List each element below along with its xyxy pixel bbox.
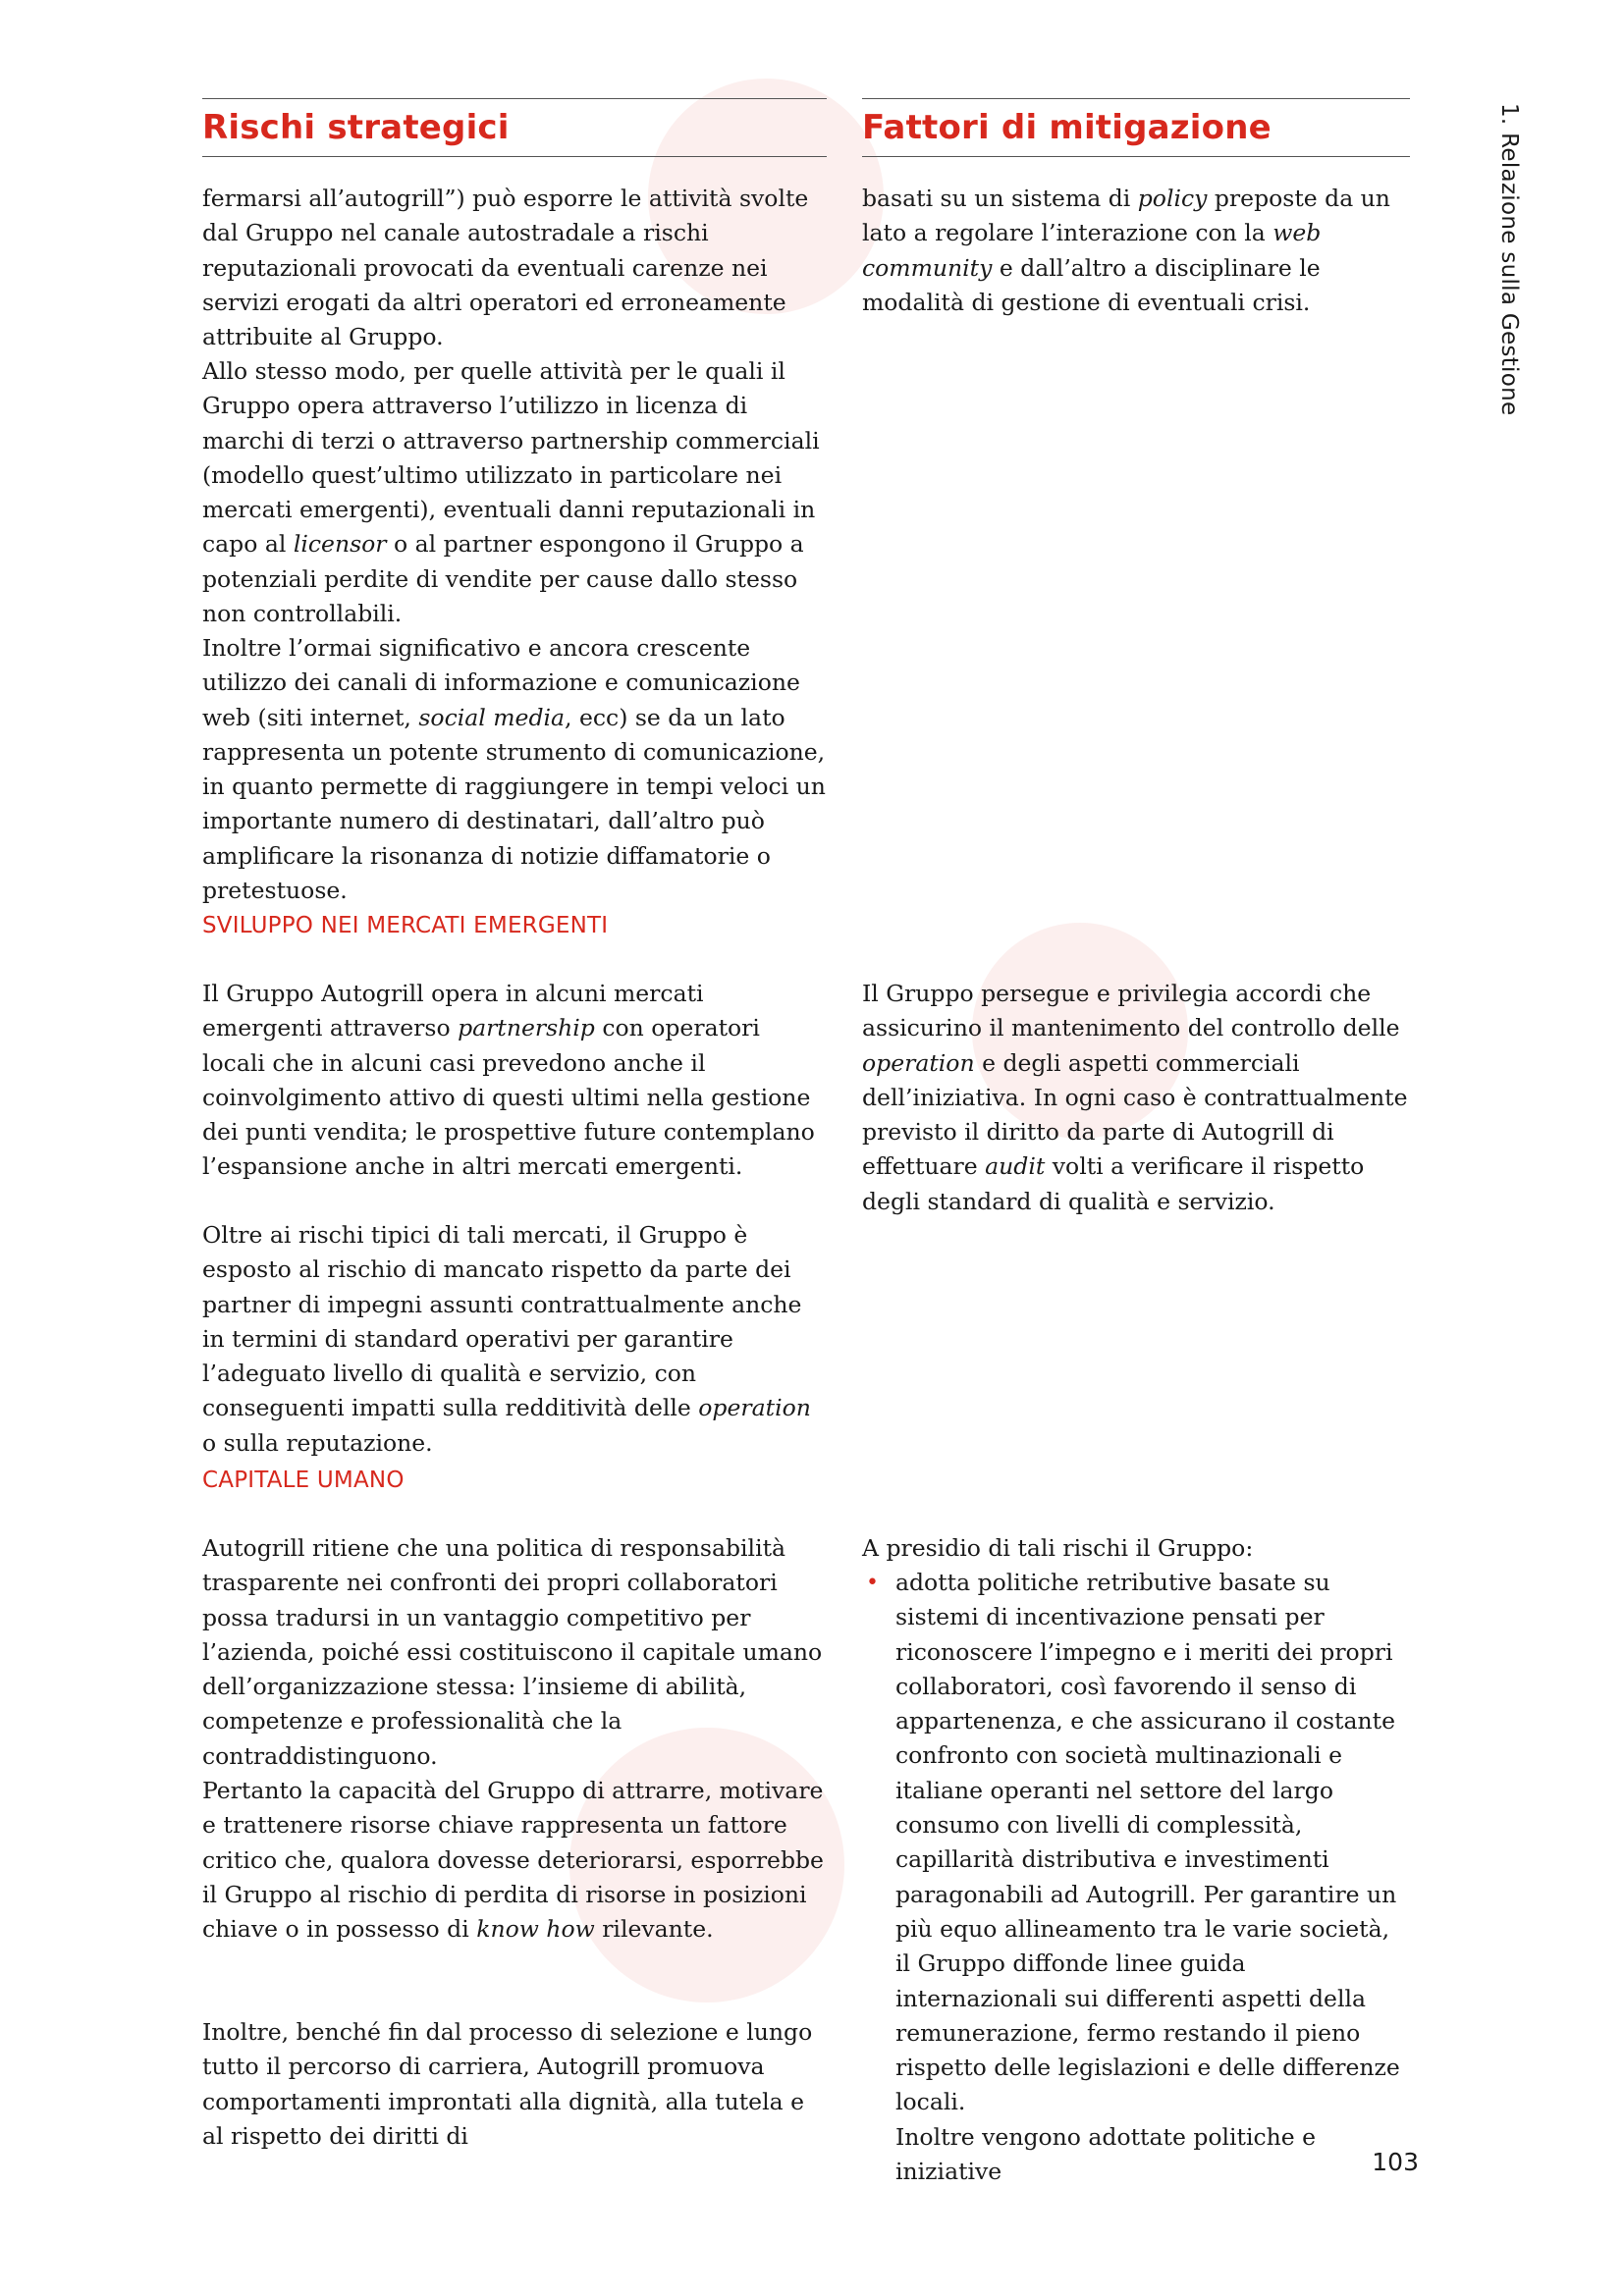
list-item xyxy=(862,1566,1410,2189)
section-running-header: 1. Relazione sulla Gestione xyxy=(1496,103,1522,416)
left-column-title: Rischi strategici xyxy=(202,108,510,147)
left-paragraph-7: Pertanto la capacità del Gruppo di attrarre, motivare e trattenere risorse chiave rappresenta un fattore critico che, qualora dovesse deteriorarsi, esporrebbe il Gruppo al rischio di perdita di risorse in posizioni chiave o in possesso di know how rilevante. xyxy=(202,1777,824,1944)
mitigation-bullet-list xyxy=(862,1566,1410,2189)
left-paragraph-6: Autogrill ritiene che una politica di responsabilità trasparente nei confronti dei propri collaboratori possa tradursi in un vantaggio competitivo per l’azienda, poiché essi costituiscono il capitale umano dell’organizzazione stessa: l’insieme di abilità, competenze e professionalità che la contraddistinguono. xyxy=(202,1534,823,1770)
left-paragraph-5: Oltre ai rischi tipici di tali mercati, il Gruppo è esposto al rischio di mancato rispetto da parte dei partner di impegni assunti contrattualmente anche in termini di standard operativi per garantire l’adeguato livello di qualità e servizio, con conseguenti impatti sulla redditività delle operation o sulla reputazione. xyxy=(202,1221,811,1457)
right-column-title: Fattori di mitigazione xyxy=(862,108,1272,147)
left-paragraph-4: Il Gruppo Autogrill opera in alcuni mercati emergenti attraverso partnership con operatori locali che in alcuni casi prevedono anche il coinvolgimento attivo di questi ultimi nella gestione dei punti vendita; le prospettive future contemplano l’espansione anche in altri mercati emergenti. xyxy=(202,980,815,1181)
page-number: 103 xyxy=(1372,2148,1419,2176)
right-paragraph-3-intro: A presidio di tali rischi il Gruppo: xyxy=(862,1534,1254,1562)
left-paragraph-2: Allo stesso modo, per quelle attività per le quali il Gruppo opera attraverso l’utilizzo in licenza di marchi di terzi o attraverso partnership commerciali (modello quest’ultimo utilizzato in particolare nei mercati emergenti), eventuali danni reputazionali in capo al licensor o al partner espongono il Gruppo a potenziali perdite di vendite per cause dallo stesso non controllabili. xyxy=(202,357,820,628)
left-column-header xyxy=(202,98,827,157)
right-paragraph-1: basati su un sistema di policy preposte da un lato a regolare l’interazione con la web community e dall’altro a disciplinare le modalità di gestione di eventuali crisi. xyxy=(862,185,1390,316)
bullet-continuation: Inoltre vengono adottate politiche e iniziative xyxy=(895,2122,1317,2186)
left-paragraph-8: Inoltre, benché fin dal processo di selezione e lungo tutto il percorso di carriera, Autogrill promuova comportamenti improntati alla dignità, alla tutela e al rispetto dei diritti di xyxy=(202,2018,813,2150)
bullet-text: adotta politiche retributive basate su sistemi di incentivazione pensati per riconoscere l’impegno e i meriti dei propri collaboratori, così favorendo il senso di appartenenza, e che assicurano il costante confronto con società multinazionali e italiane operanti nel settore del largo consumo con livelli di complessità, capillarità distributiva e investimenti paragonabili ad Autogrill. Per garantire un più equo allineamento tra le varie società, il Gruppo diffonde linee guida internazionali sui differenti aspetti della remunerazione, fermo restando il pieno rispetto delle legislazioni e delle differenze locali. xyxy=(895,1569,1400,2116)
left-paragraph-3: Inoltre l’ormai significativo e ancora crescente utilizzo dei canali di informazione e comunicazione web (siti internet, social media, ecc) se da un lato rappresenta un potente strumento di comunicazione, in quanto permette di raggiungere in tempi veloci un importante numero di destinatari, dall’altro può amplificare la risonanza di notizie diffamatorie o pretestuose. xyxy=(202,634,826,905)
left-paragraph-1: fermarsi all’autogrill”) può esporre le attività svolte dal Gruppo nel canale autostradale a rischi reputazionali provocati da eventuali carenze nei servizi erogati da altri operatori ed erroneamente attribuite al Gruppo. xyxy=(202,185,809,351)
section-heading-human-capital: CAPITALE UMANO xyxy=(202,1468,405,1493)
section-heading-emerging-markets: SVILUPPO NEI MERCATI EMERGENTI xyxy=(202,913,609,938)
bullet-icon: • xyxy=(866,1571,879,1595)
right-paragraph-2: Il Gruppo persegue e privilegia accordi che assicurino il mantenimento del controllo delle operation e degli aspetti commerciali dell’iniziativa. In ogni caso è contrattualmente previsto il diritto da parte di Autogrill di effettuare audit volti a verificare il rispetto degli standard di qualità e servizio. xyxy=(862,980,1408,1215)
right-column-header xyxy=(862,98,1410,157)
